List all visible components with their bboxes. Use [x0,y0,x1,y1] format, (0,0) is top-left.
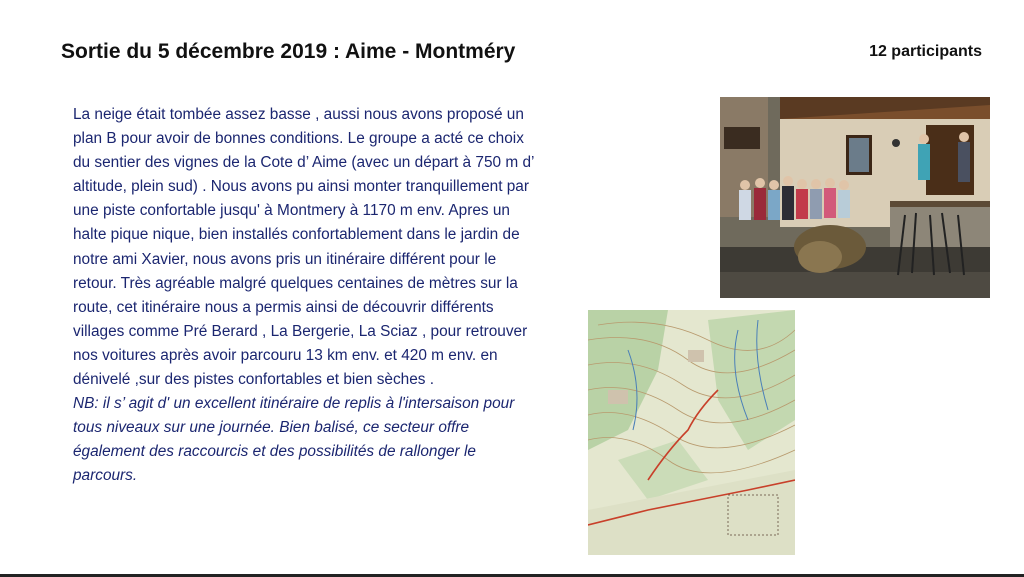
participants-count: 12 participants [869,43,982,60]
topographic-map [588,310,795,555]
group-photo [720,97,990,298]
story-paragraph: La neige était tombée assez basse , aussi nous avons proposé un plan B pour avoir de bonnes conditions. Le groupe a acté ce choix du sentier des vignes de la Cote d’ Aime (avec un départ à 750 m d’ altitude, plein sud) . Nous avons pu ainsi monter tranquillement par une piste confortable jusqu' à Montmery à 1170 m env. Apres un halte pique nique, bien installés confortablement dans le jardin de notre ami Xavier, nous avons pris un itinéraire différent pour le retour. Très agréable malgré quelques centaines de mètres sur la route, cet itinéraire nous a permis ainsi de découvrir différents villages comme Pré Berard , La Bergerie, La Sciaz , pour retrouver nos voitures après avoir parcouru 13 km env. et 420 m env. en dénivelé ,sur des pistes confortables et bien sèches . [73,106,534,389]
story-note: NB: il s’ agit d' un excellent itinéraire de replis à l'intersaison pour tous niveaux sur une journée. Bien balisé, ce secteur offre également des raccourcis et des possibilités de rallonger le parcours. [73,395,515,485]
story-text [73,103,543,489]
page-title: Sortie du 5 décembre 2019 : Aime - Montméry [61,40,516,63]
